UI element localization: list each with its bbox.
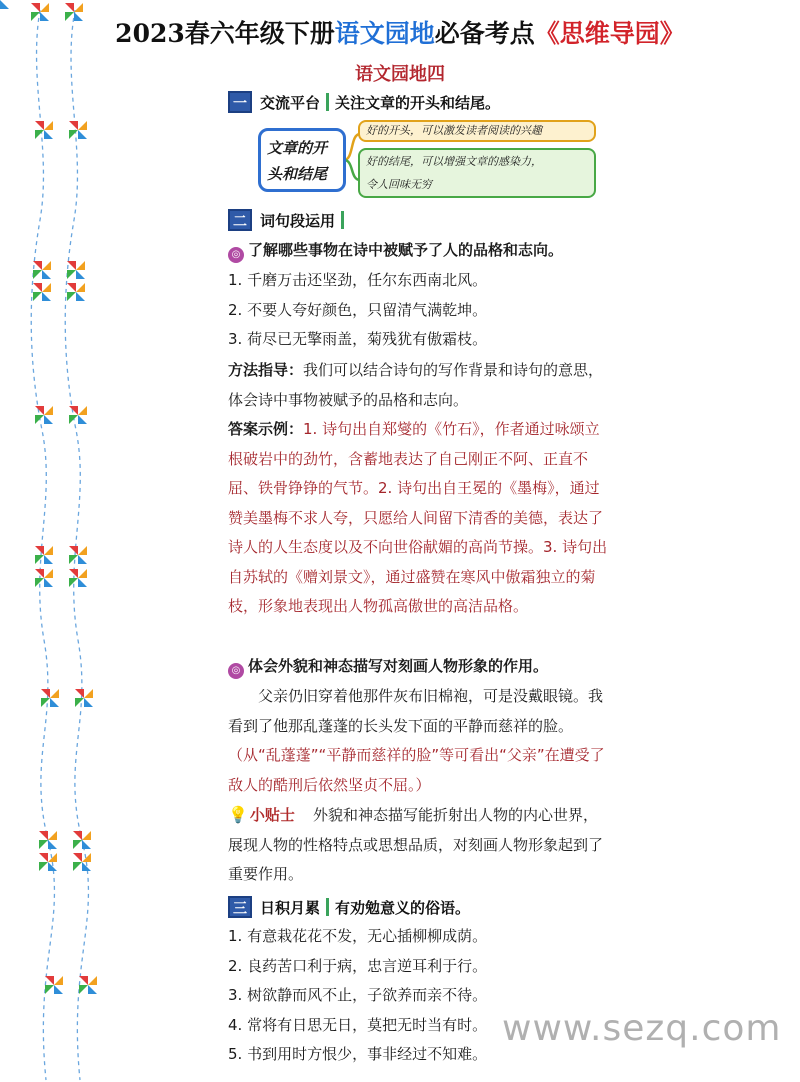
answer-text: 1. 诗句出自郑燮的《竹石》，作者通过咏颂立根破岩中的劲竹，含蓄地表达了自己刚正不阿、正直不屈、铁骨铮铮的气节。2. 诗句出自王冕的《墨梅》，通过赞美墨梅不求人夸，只愿给人间留下清香的美德，表达了诗人的人生态度以及不向世俗献媚的高尚节操。3. 诗句出自苏轼的《赠刘景文》，通过盛赞在寒风中傲霜独立的菊枝，形象地表现出人物孤高傲世的高洁品格。 (228, 420, 608, 615)
mind-map-branch-2-line2: 令人回味无穷 (366, 178, 432, 191)
title-part2: 语文园地 (334, 19, 435, 48)
section-1-number: 一 (228, 91, 252, 113)
method-label: 方法指导： (228, 361, 304, 379)
mind-map-root (258, 128, 346, 192)
section-divider (341, 211, 344, 229)
pinwheel-icon (0, 0, 9, 9)
bullet-icon: ◎ (228, 247, 244, 263)
mind-map (258, 118, 598, 204)
proverb-line: 2. 良药苦口利于病，忠言逆耳利于行。 (228, 956, 488, 975)
mind-map-root-line2: 头和结尾 (267, 165, 328, 183)
passage-note: （从“乱蓬蓬”“平静而慈祥的脸”等可看出“父亲”在遭受了敌人的酷刑后依然坚贞不屈。） (228, 746, 605, 794)
page-subtitle: 语文园地四 (355, 64, 445, 85)
section-3-extra: 有劝勉意义的俗语。 (335, 898, 471, 917)
section-3-name: 日积月累 (260, 898, 321, 917)
lightbulb-icon: 💡 (228, 805, 248, 824)
tip-label: 小贴士 (249, 806, 295, 824)
section-divider (326, 93, 329, 111)
passage-text: 父亲仍旧穿着他那件灰布旧棉袍，可是没戴眼镜。我看到了他那乱蓬蓬的长头发下面的平静而慈祥的脸。 (228, 687, 604, 735)
proverb-line: 3. 树欲静而风不止，子欲养而亲不待。 (228, 986, 488, 1004)
title-part4: 《思维导园》 (534, 19, 685, 48)
bullet-icon: ◎ (228, 663, 244, 679)
proverb-line: 1. 有意栽花花不发，无心插柳柳成荫。 (228, 927, 488, 945)
decorative-border (0, 0, 110, 1082)
mind-map-branch-1: 好的开头，可以激发读者阅读的兴趣 (358, 120, 596, 142)
mind-map-branch-2-line1: 好的结尾，可以增强文章的感染力， (366, 155, 542, 168)
proverb-line: 4. 常将有日思无日，莫把无时当有时。 (228, 1015, 488, 1034)
section-3-header (228, 896, 470, 918)
section-2-number: 二 (228, 209, 252, 231)
page-title (0, 14, 800, 50)
section-2-header (228, 209, 350, 231)
proverb-line: 5. 书到用时方恨少，事非经过不知难。 (228, 1045, 488, 1063)
mind-map-root-line1: 文章的开 (267, 139, 328, 157)
poem-line: 2. 不要人夸好颜色，只留清气满乾坤。 (228, 300, 488, 319)
poem-line: 1. 千磨万击还坚劲，任尔东西南北风。 (228, 271, 488, 289)
section-1-extra: 关注文章的开头和结尾。 (335, 93, 501, 112)
point-1 (228, 236, 628, 266)
answer-example (228, 415, 608, 622)
mind-map-branch-2 (358, 148, 596, 198)
poem-lines (228, 266, 608, 355)
section-1-header (228, 91, 500, 113)
answer-label: 答案示例： (228, 420, 304, 438)
method-guide (228, 356, 608, 415)
poem-line: 3. 荷尽已无擎雨盖，菊残犹有傲霜枝。 (228, 330, 488, 348)
point-1-text: 了解哪些事物在诗中被赋予了人的品格和志向。 (248, 241, 564, 259)
section-1-name: 交流平台 (260, 93, 321, 112)
tip-text: 外貌和神态描写能折射出人物的内心世界，展现人物的性格特点或思想品质，对刻画人物形象起到了重要作用。 (228, 806, 604, 883)
point-2 (228, 652, 628, 682)
method-text: 我们可以结合诗句的写作背景和诗句的意思，体会诗中事物被赋予的品格和志向。 (228, 361, 604, 409)
passage (228, 682, 608, 800)
title-part1: 2023春六年级下册 (115, 19, 335, 48)
title-part3: 必备考点 (434, 19, 535, 48)
point-2-text: 体会外貌和神态描写对刻画人物形象的作用。 (248, 657, 549, 675)
section-2-name: 词句段运用 (260, 211, 336, 230)
section-divider (326, 898, 329, 916)
watermark: www.sezq.com (502, 1008, 782, 1049)
section-3-number: 三 (228, 896, 252, 918)
tip (228, 800, 608, 890)
